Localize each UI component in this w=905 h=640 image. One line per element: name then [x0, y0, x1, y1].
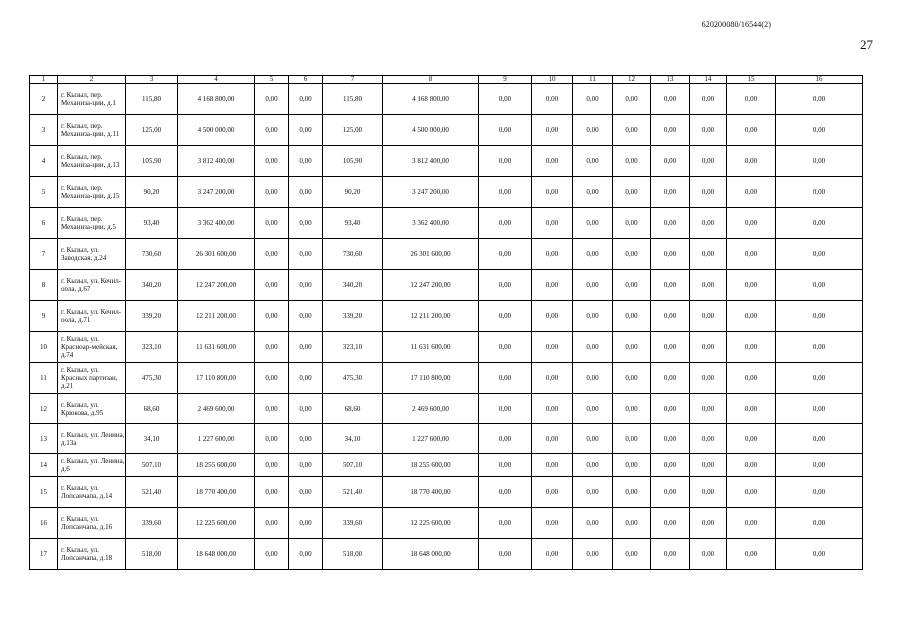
value-cell: 0,00 — [776, 454, 863, 477]
row-number-cell: 6 — [30, 208, 58, 239]
value-cell: 0,00 — [289, 539, 323, 570]
value-cell: 0,00 — [727, 301, 776, 332]
value-cell: 0,00 — [573, 363, 613, 394]
address-cell: г. Кызыл, ул. Краснoар-мейская, д.74 — [58, 332, 126, 363]
value-cell: 0,00 — [651, 115, 690, 146]
value-cell: 0,00 — [613, 239, 651, 270]
value-cell: 12 247 200,00 — [178, 270, 255, 301]
value-cell: 0,00 — [479, 454, 532, 477]
value-cell: 0,00 — [573, 239, 613, 270]
value-cell: 2 469 600,00 — [178, 394, 255, 424]
row-number-cell: 7 — [30, 239, 58, 270]
address-cell: г. Кызыл, ул. Кечил-оола, д.67 — [58, 270, 126, 301]
value-cell: 0,00 — [690, 508, 727, 539]
value-cell: 18 648 000,00 — [178, 539, 255, 570]
value-cell: 0,00 — [613, 270, 651, 301]
value-cell: 0,00 — [573, 332, 613, 363]
address-cell: г. Кызыл, ул. Крюкова, д.95 — [58, 394, 126, 424]
value-cell: 0,00 — [289, 454, 323, 477]
value-cell: 0,00 — [479, 146, 532, 177]
value-cell: 0,00 — [289, 301, 323, 332]
value-cell: 34,10 — [126, 424, 178, 454]
value-cell: 18 648 000,00 — [383, 539, 479, 570]
value-cell: 0,00 — [573, 301, 613, 332]
address-cell: г. Кызыл, пер. Механиза-ции, д.15 — [58, 177, 126, 208]
value-cell: 0,00 — [532, 363, 573, 394]
value-cell: 0,00 — [727, 115, 776, 146]
address-cell: г. Кызыл, пер. Механиза-ции, д.13 — [58, 146, 126, 177]
value-cell: 0,00 — [532, 115, 573, 146]
column-header: 8 — [383, 76, 479, 84]
value-cell: 0,00 — [651, 208, 690, 239]
value-cell: 518,00 — [126, 539, 178, 570]
value-cell: 0,00 — [690, 84, 727, 115]
value-cell: 0,00 — [479, 424, 532, 454]
value-cell: 0,00 — [690, 454, 727, 477]
table-row — [30, 208, 863, 239]
value-cell: 18 255 600,00 — [383, 454, 479, 477]
value-cell: 0,00 — [573, 270, 613, 301]
value-cell: 0,00 — [532, 332, 573, 363]
value-cell: 0,00 — [690, 115, 727, 146]
row-number-cell: 14 — [30, 454, 58, 477]
value-cell: 0,00 — [255, 177, 289, 208]
column-header: 1 — [30, 76, 58, 84]
value-cell: 0,00 — [289, 477, 323, 508]
value-cell: 0,00 — [532, 394, 573, 424]
row-number-cell: 15 — [30, 477, 58, 508]
value-cell: 3 247 200,00 — [383, 177, 479, 208]
value-cell: 0,00 — [479, 84, 532, 115]
value-cell: 17 110 800,00 — [178, 363, 255, 394]
address-cell: г. Кызыл, ул. Заводская, д.24 — [58, 239, 126, 270]
value-cell: 0,00 — [776, 270, 863, 301]
column-header: 10 — [532, 76, 573, 84]
value-cell: 323,10 — [126, 332, 178, 363]
column-header: 15 — [727, 76, 776, 84]
address-cell: г. Кызыл, ул. Ленина, д.13а — [58, 424, 126, 454]
column-header: 13 — [651, 76, 690, 84]
value-cell: 0,00 — [573, 208, 613, 239]
value-cell: 0,00 — [289, 424, 323, 454]
value-cell: 0,00 — [573, 84, 613, 115]
value-cell: 0,00 — [479, 239, 532, 270]
value-cell: 0,00 — [727, 84, 776, 115]
value-cell: 0,00 — [651, 424, 690, 454]
value-cell: 0,00 — [776, 477, 863, 508]
value-cell: 0,00 — [690, 363, 727, 394]
value-cell: 0,00 — [289, 177, 323, 208]
value-cell: 0,00 — [255, 270, 289, 301]
column-header: 14 — [690, 76, 727, 84]
column-header: 7 — [323, 76, 383, 84]
value-cell: 12 211 200,00 — [178, 301, 255, 332]
value-cell: 0,00 — [573, 454, 613, 477]
value-cell: 0,00 — [573, 146, 613, 177]
address-cell: г. Кызыл, ул. Лопсанчапа, д.18 — [58, 539, 126, 570]
value-cell: 12 225 600,00 — [383, 508, 479, 539]
row-number-cell: 2 — [30, 84, 58, 115]
address-cell: г. Кызыл, пер. Механиза-ции, д.1 — [58, 84, 126, 115]
value-cell: 0,00 — [690, 424, 727, 454]
table-row — [30, 239, 863, 270]
address-cell: г. Кызыл, ул. Ленина, д.6 — [58, 454, 126, 477]
value-cell: 0,00 — [255, 424, 289, 454]
column-header: 4 — [178, 76, 255, 84]
value-cell: 0,00 — [651, 477, 690, 508]
table-row — [30, 146, 863, 177]
value-cell: 0,00 — [479, 208, 532, 239]
registry-table — [29, 75, 863, 570]
value-cell: 0,00 — [255, 146, 289, 177]
value-cell: 0,00 — [727, 424, 776, 454]
value-cell: 507,10 — [323, 454, 383, 477]
value-cell: 0,00 — [651, 454, 690, 477]
value-cell: 0,00 — [613, 394, 651, 424]
value-cell: 0,00 — [651, 508, 690, 539]
value-cell: 0,00 — [651, 239, 690, 270]
value-cell: 339,60 — [323, 508, 383, 539]
value-cell: 0,00 — [255, 115, 289, 146]
value-cell: 11 631 600,00 — [178, 332, 255, 363]
value-cell: 0,00 — [613, 146, 651, 177]
value-cell: 0,00 — [690, 177, 727, 208]
value-cell: 0,00 — [776, 301, 863, 332]
value-cell: 0,00 — [613, 301, 651, 332]
value-cell: 0,00 — [727, 477, 776, 508]
value-cell: 0,00 — [651, 539, 690, 570]
value-cell: 105,90 — [126, 146, 178, 177]
address-cell: г. Кызыл, ул. Лопсанчапа, д.14 — [58, 477, 126, 508]
column-header: 16 — [776, 76, 863, 84]
value-cell: 730,60 — [126, 239, 178, 270]
value-cell: 0,00 — [613, 332, 651, 363]
value-cell: 0,00 — [479, 477, 532, 508]
table-row — [30, 454, 863, 477]
value-cell: 90,20 — [323, 177, 383, 208]
value-cell: 0,00 — [613, 508, 651, 539]
value-cell: 0,00 — [573, 424, 613, 454]
value-cell: 0,00 — [727, 208, 776, 239]
value-cell: 0,00 — [479, 115, 532, 146]
value-cell: 339,20 — [323, 301, 383, 332]
value-cell: 0,00 — [613, 208, 651, 239]
row-number-cell: 5 — [30, 177, 58, 208]
value-cell: 0,00 — [613, 424, 651, 454]
value-cell: 0,00 — [532, 508, 573, 539]
value-cell: 475,30 — [323, 363, 383, 394]
value-cell: 0,00 — [479, 332, 532, 363]
value-cell: 0,00 — [690, 477, 727, 508]
value-cell: 0,00 — [727, 454, 776, 477]
value-cell: 0,00 — [255, 454, 289, 477]
address-cell: г. Кызыл, пер. Механиза-ции, д.11 — [58, 115, 126, 146]
value-cell: 0,00 — [776, 239, 863, 270]
value-cell: 0,00 — [532, 208, 573, 239]
value-cell: 340,20 — [126, 270, 178, 301]
value-cell: 0,00 — [776, 115, 863, 146]
value-cell: 521,40 — [323, 477, 383, 508]
value-cell: 0,00 — [532, 270, 573, 301]
value-cell: 4 500 000,00 — [383, 115, 479, 146]
value-cell: 0,00 — [479, 177, 532, 208]
value-cell: 0,00 — [479, 539, 532, 570]
value-cell: 68,60 — [126, 394, 178, 424]
value-cell: 0,00 — [651, 332, 690, 363]
value-cell: 0,00 — [255, 332, 289, 363]
value-cell: 0,00 — [651, 177, 690, 208]
value-cell: 0,00 — [613, 539, 651, 570]
value-cell: 125,00 — [323, 115, 383, 146]
value-cell: 0,00 — [532, 424, 573, 454]
value-cell: 0,00 — [776, 208, 863, 239]
value-cell: 0,00 — [479, 508, 532, 539]
value-cell: 0,00 — [289, 508, 323, 539]
value-cell: 4 168 800,00 — [178, 84, 255, 115]
address-cell: г. Кызыл, ул. Кечил-оола, д.71 — [58, 301, 126, 332]
address-cell: г. Кызыл, пер. Механиза-ции, д.5 — [58, 208, 126, 239]
value-cell: 3 362 400,00 — [178, 208, 255, 239]
value-cell: 0,00 — [727, 508, 776, 539]
value-cell: 3 812 400,00 — [178, 146, 255, 177]
value-cell: 475,30 — [126, 363, 178, 394]
column-header: 5 — [255, 76, 289, 84]
value-cell: 0,00 — [479, 301, 532, 332]
value-cell: 0,00 — [255, 301, 289, 332]
value-cell: 0,00 — [776, 363, 863, 394]
value-cell: 0,00 — [532, 177, 573, 208]
value-cell: 0,00 — [690, 539, 727, 570]
value-cell: 0,00 — [690, 239, 727, 270]
column-header: 11 — [573, 76, 613, 84]
value-cell: 0,00 — [289, 332, 323, 363]
value-cell: 0,00 — [727, 394, 776, 424]
value-cell: 0,00 — [776, 146, 863, 177]
value-cell: 0,00 — [289, 270, 323, 301]
value-cell: 115,80 — [126, 84, 178, 115]
row-number-cell: 11 — [30, 363, 58, 394]
value-cell: 0,00 — [776, 394, 863, 424]
value-cell: 0,00 — [255, 208, 289, 239]
document-id: 620200080/16544(2) — [701, 20, 771, 29]
value-cell: 0,00 — [776, 424, 863, 454]
value-cell: 0,00 — [289, 208, 323, 239]
row-number-cell: 10 — [30, 332, 58, 363]
page-number: 27 — [860, 37, 873, 52]
value-cell: 0,00 — [776, 84, 863, 115]
table-row — [30, 424, 863, 454]
value-cell: 507,10 — [126, 454, 178, 477]
value-cell: 0,00 — [776, 539, 863, 570]
value-cell: 340,20 — [323, 270, 383, 301]
value-cell: 0,00 — [255, 394, 289, 424]
value-cell: 0,00 — [651, 270, 690, 301]
value-cell: 1 227 600,00 — [178, 424, 255, 454]
row-number-cell: 17 — [30, 539, 58, 570]
table-row — [30, 270, 863, 301]
value-cell: 0,00 — [532, 84, 573, 115]
row-number-cell: 3 — [30, 115, 58, 146]
table-row — [30, 363, 863, 394]
table-body — [30, 84, 863, 570]
value-cell: 0,00 — [776, 177, 863, 208]
table-row — [30, 301, 863, 332]
value-cell: 0,00 — [289, 115, 323, 146]
table-row — [30, 84, 863, 115]
table-row — [30, 115, 863, 146]
table-row — [30, 177, 863, 208]
table-row — [30, 477, 863, 508]
value-cell: 0,00 — [532, 539, 573, 570]
value-cell: 0,00 — [289, 239, 323, 270]
value-cell: 0,00 — [479, 270, 532, 301]
value-cell: 3 812 400,00 — [383, 146, 479, 177]
value-cell: 4 168 800,00 — [383, 84, 479, 115]
value-cell: 90,20 — [126, 177, 178, 208]
value-cell: 12 247 200,00 — [383, 270, 479, 301]
column-header: 2 — [58, 76, 126, 84]
value-cell: 0,00 — [573, 539, 613, 570]
address-cell: г. Кызыл, ул. Лопсанчапа, д.16 — [58, 508, 126, 539]
row-number-cell: 12 — [30, 394, 58, 424]
value-cell: 0,00 — [532, 477, 573, 508]
value-cell: 0,00 — [532, 146, 573, 177]
value-cell: 339,60 — [126, 508, 178, 539]
value-cell: 0,00 — [255, 539, 289, 570]
value-cell: 0,00 — [727, 177, 776, 208]
value-cell: 0,00 — [690, 146, 727, 177]
value-cell: 0,00 — [532, 454, 573, 477]
row-number-cell: 16 — [30, 508, 58, 539]
row-number-cell: 13 — [30, 424, 58, 454]
value-cell: 68,60 — [323, 394, 383, 424]
value-cell: 0,00 — [651, 301, 690, 332]
row-number-cell: 4 — [30, 146, 58, 177]
value-cell: 26 301 600,00 — [383, 239, 479, 270]
column-header: 6 — [289, 76, 323, 84]
value-cell: 18 770 400,00 — [383, 477, 479, 508]
table-row — [30, 539, 863, 570]
value-cell: 4 500 000,00 — [178, 115, 255, 146]
value-cell: 2 469 600,00 — [383, 394, 479, 424]
column-number-row — [30, 76, 863, 84]
value-cell: 0,00 — [573, 508, 613, 539]
value-cell: 26 301 600,00 — [178, 239, 255, 270]
value-cell: 0,00 — [651, 146, 690, 177]
value-cell: 93,40 — [323, 208, 383, 239]
value-cell: 521,40 — [126, 477, 178, 508]
value-cell: 0,00 — [255, 508, 289, 539]
value-cell: 323,10 — [323, 332, 383, 363]
value-cell: 0,00 — [532, 239, 573, 270]
value-cell: 0,00 — [532, 301, 573, 332]
table-row — [30, 394, 863, 424]
column-header: 12 — [613, 76, 651, 84]
value-cell: 0,00 — [289, 84, 323, 115]
value-cell: 0,00 — [573, 177, 613, 208]
value-cell: 0,00 — [690, 208, 727, 239]
value-cell: 0,00 — [651, 394, 690, 424]
value-cell: 0,00 — [573, 477, 613, 508]
value-cell: 11 631 600,00 — [383, 332, 479, 363]
value-cell: 0,00 — [690, 301, 727, 332]
value-cell: 0,00 — [255, 239, 289, 270]
value-cell: 0,00 — [727, 270, 776, 301]
value-cell: 0,00 — [613, 454, 651, 477]
value-cell: 0,00 — [255, 477, 289, 508]
row-number-cell: 8 — [30, 270, 58, 301]
value-cell: 0,00 — [613, 477, 651, 508]
value-cell: 0,00 — [613, 177, 651, 208]
value-cell: 115,80 — [323, 84, 383, 115]
value-cell: 1 227 600,00 — [383, 424, 479, 454]
value-cell: 17 110 800,00 — [383, 363, 479, 394]
value-cell: 339,20 — [126, 301, 178, 332]
value-cell: 12 225 600,00 — [178, 508, 255, 539]
value-cell: 12 211 200,00 — [383, 301, 479, 332]
value-cell: 0,00 — [479, 363, 532, 394]
row-number-cell: 9 — [30, 301, 58, 332]
value-cell: 0,00 — [479, 394, 532, 424]
value-cell: 0,00 — [573, 394, 613, 424]
value-cell: 0,00 — [776, 332, 863, 363]
value-cell: 0,00 — [255, 363, 289, 394]
value-cell: 0,00 — [289, 146, 323, 177]
address-cell: г. Кызыл, ул. Красных партизан, д.21 — [58, 363, 126, 394]
value-cell: 518,00 — [323, 539, 383, 570]
value-cell: 18 255 600,00 — [178, 454, 255, 477]
value-cell: 0,00 — [651, 84, 690, 115]
value-cell: 0,00 — [613, 115, 651, 146]
value-cell: 0,00 — [727, 332, 776, 363]
value-cell: 0,00 — [573, 115, 613, 146]
value-cell: 125,00 — [126, 115, 178, 146]
value-cell: 105,90 — [323, 146, 383, 177]
value-cell: 0,00 — [727, 146, 776, 177]
table-row — [30, 332, 863, 363]
value-cell: 0,00 — [690, 394, 727, 424]
value-cell: 0,00 — [651, 363, 690, 394]
column-header: 3 — [126, 76, 178, 84]
value-cell: 0,00 — [613, 84, 651, 115]
value-cell: 0,00 — [727, 539, 776, 570]
value-cell: 3 362 400,00 — [383, 208, 479, 239]
value-cell: 93,40 — [126, 208, 178, 239]
column-header: 9 — [479, 76, 532, 84]
value-cell: 0,00 — [690, 332, 727, 363]
value-cell: 0,00 — [727, 239, 776, 270]
table-row — [30, 508, 863, 539]
value-cell: 3 247 200,00 — [178, 177, 255, 208]
value-cell: 730,60 — [323, 239, 383, 270]
value-cell: 34,10 — [323, 424, 383, 454]
value-cell: 0,00 — [690, 270, 727, 301]
value-cell: 0,00 — [613, 363, 651, 394]
value-cell: 0,00 — [727, 363, 776, 394]
value-cell: 0,00 — [776, 508, 863, 539]
value-cell: 18 770 400,00 — [178, 477, 255, 508]
value-cell: 0,00 — [289, 363, 323, 394]
value-cell: 0,00 — [289, 394, 323, 424]
value-cell: 0,00 — [255, 84, 289, 115]
